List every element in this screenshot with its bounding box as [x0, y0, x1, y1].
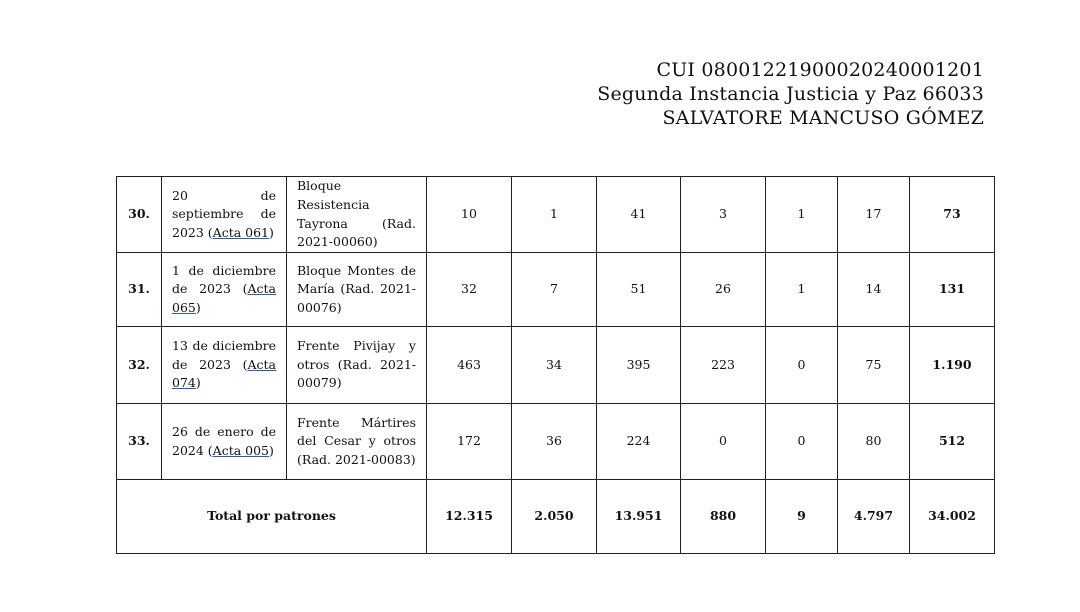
row-total: 1.190 — [910, 327, 995, 404]
value-cell: 26 — [681, 253, 766, 327]
value-cell: 395 — [597, 327, 681, 404]
date-text: 20 de septiembre de 2023 ( — [172, 187, 276, 240]
row-number: 33. — [117, 404, 162, 480]
table-row — [117, 327, 995, 404]
value-cell: 223 — [681, 327, 766, 404]
value-cell: 75 — [838, 327, 910, 404]
defendant-name: SALVATORE MANCUSO GÓMEZ — [662, 107, 984, 129]
value-cell: 1 — [766, 177, 838, 253]
total-value-cell: 13.951 — [597, 480, 681, 554]
row-total: 131 — [910, 253, 995, 327]
row-number: 31. — [117, 253, 162, 327]
bloque-description: Frente Mártires del Cesar y otros (Rad. 2021-00083) — [287, 404, 427, 480]
value-cell: 1 — [766, 253, 838, 327]
row-number: 32. — [117, 327, 162, 404]
session-date — [162, 177, 287, 253]
session-date — [162, 327, 287, 404]
session-date — [162, 404, 287, 480]
grand-total: 34.002 — [910, 480, 995, 554]
date-text: 26 de enero de 2024 ( — [172, 423, 276, 458]
totals-label: Total por patrones — [117, 480, 427, 554]
patterns-table — [116, 176, 995, 554]
value-cell: 17 — [838, 177, 910, 253]
total-value-cell: 2.050 — [512, 480, 597, 554]
row-total: 512 — [910, 404, 995, 480]
document-header — [597, 58, 984, 130]
row-total: 73 — [910, 177, 995, 253]
session-date — [162, 253, 287, 327]
bloque-description: Bloque Montes de María (Rad. 2021-00076) — [287, 253, 427, 327]
total-value-cell: 4.797 — [838, 480, 910, 554]
date-text: 13 de diciembre de 2023 ( — [172, 338, 276, 372]
value-cell: 41 — [597, 177, 681, 253]
court-name: Segunda Instancia Justicia y Paz 66033 — [597, 83, 984, 105]
bloque-description: Bloque Resistencia Tayrona (Rad. 2021-00060) — [287, 177, 427, 253]
value-cell: 0 — [681, 404, 766, 480]
value-cell: 32 — [427, 253, 512, 327]
date-close: ) — [269, 224, 274, 240]
value-cell: 3 — [681, 177, 766, 253]
table-row — [117, 253, 995, 327]
value-cell: 0 — [766, 404, 838, 480]
value-cell: 463 — [427, 327, 512, 404]
acta-link[interactable]: Acta 005 — [212, 442, 270, 458]
table-row — [117, 404, 995, 480]
value-cell: 224 — [597, 404, 681, 480]
table-row — [117, 177, 995, 253]
totals-row — [117, 480, 995, 554]
acta-link[interactable]: Acta 061 — [212, 224, 270, 240]
value-cell: 172 — [427, 404, 512, 480]
value-cell: 80 — [838, 404, 910, 480]
date-close: ) — [195, 299, 201, 315]
value-cell: 0 — [766, 327, 838, 404]
total-value-cell: 880 — [681, 480, 766, 554]
value-cell: 7 — [512, 253, 597, 327]
date-close: ) — [195, 375, 201, 391]
acta-link[interactable]: Acta 065 — [172, 281, 276, 315]
value-cell: 14 — [838, 253, 910, 327]
value-cell: 1 — [512, 177, 597, 253]
value-cell: 51 — [597, 253, 681, 327]
value-cell: 10 — [427, 177, 512, 253]
row-number: 30. — [117, 177, 162, 253]
date-close: ) — [269, 442, 274, 458]
value-cell: 34 — [512, 327, 597, 404]
bloque-description: Frente Pivijay y otros (Rad. 2021-00079) — [287, 327, 427, 404]
date-text: 1 de diciembre de 2023 ( — [172, 262, 276, 297]
case-id: CUI 08001221900020240001201 — [656, 59, 984, 81]
total-value-cell: 12.315 — [427, 480, 512, 554]
acta-link[interactable]: Acta 074 — [172, 356, 276, 391]
value-cell: 36 — [512, 404, 597, 480]
total-value-cell: 9 — [766, 480, 838, 554]
